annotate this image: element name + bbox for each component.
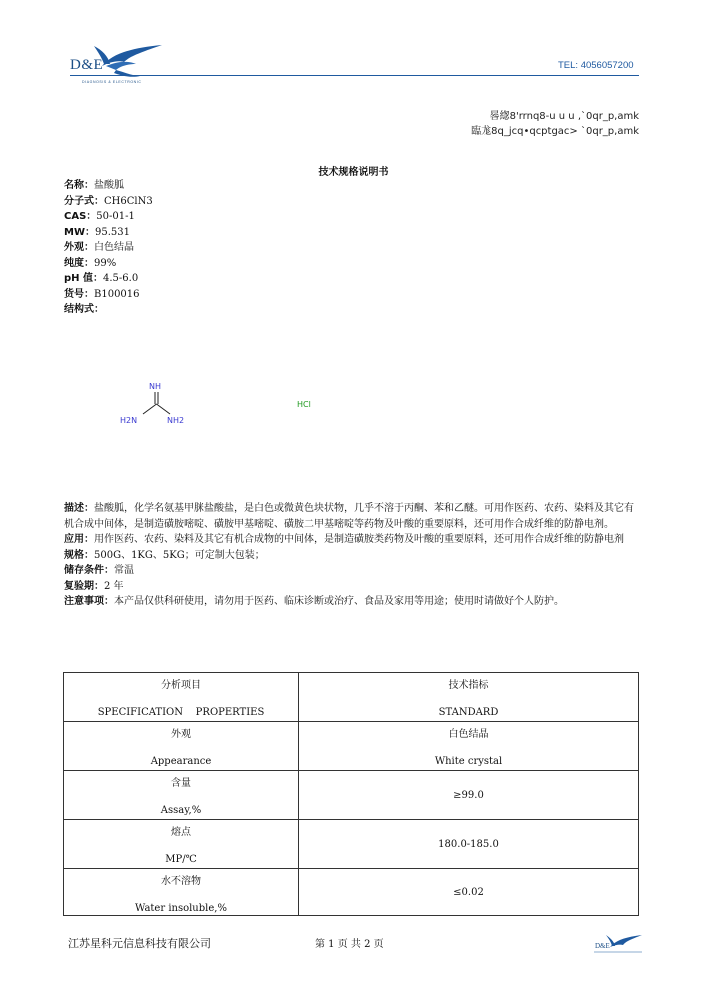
row-item-en: Appearance: [150, 756, 212, 767]
structure-nh2-label: NH2: [167, 416, 185, 425]
field-cas: CAS：50-01-1: [64, 211, 135, 222]
table-row: [64, 771, 639, 820]
footer-page-info: 第 1 页 共 2 页: [315, 939, 384, 950]
header-col2-cn: 技术指标: [448, 680, 489, 691]
row-item-cn: 熔点: [171, 827, 191, 838]
header-col2-en: STANDARD: [438, 707, 499, 718]
structure-diagram: [115, 378, 335, 438]
logo-subtext: DIAGNOSIS & ELECTRONIC: [82, 80, 142, 84]
field-appearance: 外观：白色结晶: [64, 242, 134, 253]
row-item-en: MP/℃: [165, 854, 197, 865]
para-description: 描述：盐酸胍，化学名氨基甲脒盐酸盐，是白色或微黄色块状物，几乎不溶于丙酮、苯和乙醚。可用作医药、农药、染料及其它有机合成中间体，是制造磺胺嘧啶、磺胺甲基嘧啶、磺胺二甲基嘧啶等药物及叶酸的重要原料，还可用作合成纤维的防静电剂。: [64, 503, 634, 530]
para-storage: 储存条件：常温: [64, 565, 134, 576]
field-purity: 纯度：99%: [64, 257, 117, 269]
document-title: 技术规格说明书: [318, 167, 389, 178]
row-std-value: ≤0.02: [453, 886, 484, 898]
logo-text: D&E: [70, 57, 104, 73]
svg-text:D&E: D&E: [595, 942, 610, 950]
field-name: 名称：盐酸胍: [64, 180, 124, 191]
table-header-row: [64, 673, 639, 722]
spec-table: [63, 672, 639, 916]
para-application: 应用：用作医药、农药、染料及其它有机合成物的中间体，是制造磺胺类药物及叶酸的重要原料，还可用作合成纤维的防静电剂: [64, 534, 624, 545]
field-mw: MW：95.531: [64, 226, 130, 238]
structure-h2n-label: H2N: [120, 416, 138, 425]
structure-nh-label: NH: [149, 382, 161, 391]
field-ph: pH 值：4.5-6.0: [64, 273, 139, 284]
row-std-value: 180.0-185.0: [438, 838, 499, 850]
header-tel: TEL: 4056057200: [558, 60, 634, 71]
row-item-en: Water insoluble,%: [135, 903, 227, 914]
table-row: [64, 869, 639, 916]
contact-line-2: 臨尨8q_jcq•qcptgac> `0qr_p,amk: [471, 126, 639, 137]
header-col1-cn: 分析项目: [161, 680, 201, 691]
header-logo: [64, 42, 164, 87]
row-item-cn: 含量: [171, 778, 191, 789]
contact-line-1: 晷緫8'rrnq8-u u u ,`0qr_p,amk: [489, 111, 639, 122]
header-divider: [70, 75, 639, 76]
field-catalog-number: 货号：B100016: [64, 288, 140, 300]
row-item-en: Assay,%: [160, 805, 202, 816]
footer-logo-icon: [592, 933, 644, 955]
row-std-top: 白色结晶: [448, 729, 489, 740]
para-specification: 规格：500G、1KG、5KG；可定制大包装；: [64, 549, 265, 561]
field-formula: 分子式：CH6ClN3: [64, 195, 153, 207]
header-col1-en: SPECIFICATION PROPERTIES: [97, 707, 265, 718]
description-section: [64, 501, 642, 610]
row-std-value: ≥99.0: [453, 789, 484, 801]
para-retest: 复验期：2 年: [64, 580, 124, 592]
footer-company: 江苏星科元信息科技有限公司: [68, 937, 211, 950]
table-row: [64, 820, 639, 869]
para-notice: 注意事项：本产品仅供科研使用，请勿用于医药、临床诊断或治疗、食品及家用等用途；使用时请做好个人防护。: [64, 596, 564, 607]
field-structure: 结构式：: [64, 304, 104, 315]
row-item-cn: 外观: [171, 729, 191, 740]
row-item-cn: 水不溶物: [161, 876, 201, 887]
table-row: [64, 722, 639, 771]
structure-hcl-label: HCl: [297, 400, 311, 409]
product-fields: [64, 178, 153, 318]
row-std-bottom: White crystal: [434, 756, 503, 767]
